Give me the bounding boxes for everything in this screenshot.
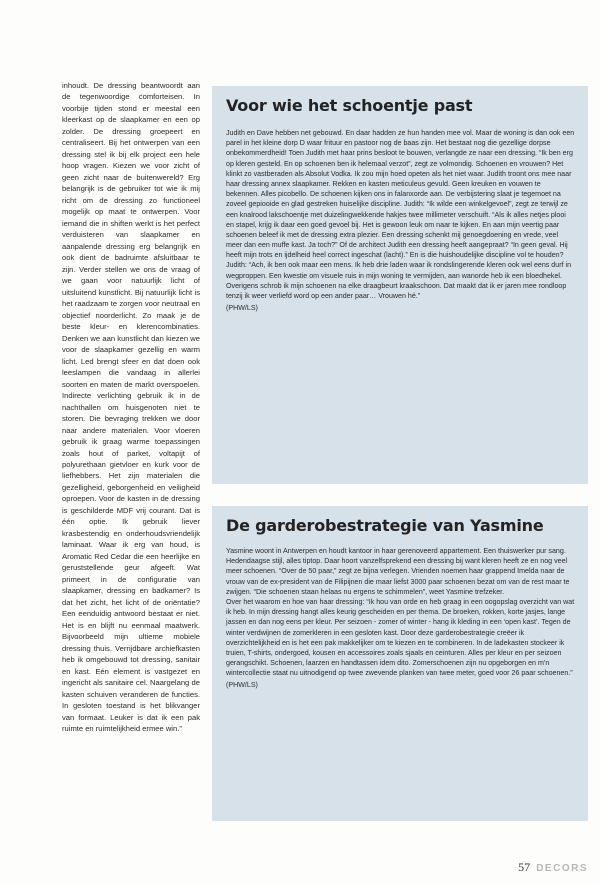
box-body-paragraph-2: Over het waarom en hoe van haar dressing: “Ik hou van orde en heb graag in een oogopslag overzicht van wat ik heb. In mijn dressing hangt alles keurig gescheiden en per thema. De broeken, rokken, korte jasjes, lange jassen en dan nog eens per kleur. Per seizoen - zomer of winter - hang ik kleding in een ‘open kast’. Tegen de winter verdwijnen de zomerkleren in een gesloten kast. Door deze garderobestrategie creëer ik overzichtelijkheid en is het een pak makkelijker om te kiezen en te combineren. In de ladekasten stockeer ik truien, T-shirts, ondergoed, kousen en accessoires zoals sjaals en ceinturen. Alles per kleur en per seizoen gerangschikt. Schoenen, laarzen en handtassen idem dito. Zomerschoenen zijn nu opgeborgen en m’n wintercollectie staat nu uitnodigend op twee zwevende planken van twee meter, goed voor 26 paar schoenen.”	[226, 597, 575, 678]
box-body: Judith en Dave hebben net gebouwd. En daar hadden ze hun handen mee vol. Maar de woning is dan ook een parel in het kleine dorp D waar frituur en pastoor nog de baas zijn. Het bestaat nog die gezellige dorpse onbekommerdheid! Toen Judith met haar prins besloot te bouwen, verlangde ze naar een dressing. “Ik ben erg op kleren gesteld. En op schoenen ben ik helemaal verzot”, zegt ze volmondig. Schoenen en vrouwen? Het klinkt zo vastberaden als Absolut Vodka. Ik zou mijn hoed opeten als het niet waar. Judith troont ons mee naar haar dressing annex slaapkamer. Rekken en kasten meticuleus gevuld. Geen kreuken en vouwen te bekennen. Alles picobello. De schoenen kijken ons in falanxorde aan. De verbijstering slaat je tegemoet na zoveel gepiooide en glad gestreken huiselijke discipline. Judith: “Ik wilde een winkelgevoel”, zegt ze terwijl ze een knalrood lakschoentje met duizelingwekkende hakjes twee millimeter verschuift. “Als ik alles netjes plooi en stapel, krijg ik daar een goed gevoel bij. Het is gewoon leuk om naar te kijken. En aan mijn veertig paar schoenen beleef ik met de dressing extra plezier. Een dressing schenkt mij genoegdoening en vrede, veel meer dan een muffe kast. Ja toch?” Of de architect Judith een dressing heeft aangepraat? “In geen geval. Hij heeft mijn trots en ijdelheid heel correct ingeschat (lacht).” En is die huishoudelijke discipline vol te houden? Judith: “Ach, ik ben ook maar een mens. Ik heb drie laden waar ik rondslingerende kleren ook wel eens durf in wegproppen. Een kwestie om visuele ruis in mijn woning te vermijden, aan wanorde heb ik een bloedhekel. Overigens schrob ik mijn schoenen na elke draagbeurt kraakschoon. Dat maakt dat ik er jaren mee rondloop tenzij ik weer verliefd word op een ander paar… Vrouwen hé.”	[226, 129, 575, 300]
page-number: 57	[518, 860, 531, 874]
magazine-section: DECORS	[536, 863, 588, 874]
sidebar-box-schoentje	[212, 86, 588, 484]
box-signature: (PHW/LS)	[226, 304, 258, 313]
page-footer	[518, 860, 588, 875]
sidebar-box-garderobestrategie	[212, 506, 588, 821]
left-column-text: inhoudt. De dressing beantwoordt aan de tegenwoordige comforteisen. In voorbije tijden stond er meestal een kleerkast op de slaapkamer en een op zolder. De dressing groepeert en centraliseert. Bij het ontwerpen van een dressing stel ik bij elk project een hele hoop vragen. Kiezen we voor zicht of geen zicht naar de buitenwereld? Erg belangrijk is de gebruiker tot wie ik mij richt om de dressing zo functioneel mogelijk op maat te ontwerpen. Voor iemand die in shiften werkt is het perfect verduisteren van slaapkamer en aanpalende dressing erg belangrijk en ook dient de badruimte afsluitbaar te zijn. Verder stellen we ons de vraag of we gaan voor natuurlijk licht of uitsluitend kunstlicht. Bij natuurlijk licht is het raadzaam te zorgen voor neutraal en objectief noorderlicht. Zo maak je de beste kleur- en klerencombinaties. Denken we aan kunstlicht dan kiezen we voor de slaapkamer gezellig en warm licht. Led brengt sfeer en dat doen ook leeslampen die vandaag in allerlei soorten en maten de markt overspoelen. Indirecte verlichting gebruik ik in de nachthallen om huisgenoten niet te storen. Die bevraging trekken we door naar andere materialen. Voor vloeren gebruik ik graag warme toepassingen zoals hout of parket, voltapijt of polyurethaan gietvloer en kurk voor de liefhebbers. Het zijn materialen die gezelligheid, geborgenheid en veiligheid oproepen. Voor de kasten in de dressing is geschilderde MDF vrij courant. Dat is één optie. Ik gebruik liever krasbestendig en onderhoudsvriendelijk laminaat. Waar ik erg van houd, is Aromatic Red Cedar die een heerlijke en geruststellende geur afgeeft. Wat primeert in de configuratie van slaapkamer, dressing en badkamer? Is dat het zicht, het licht of de oriëntatie? Een eenduidig antwoord bestaat er niet. Het is en blijft nu eenmaal maatwerk. Bijvoorbeeld mijn ultieme mobiele dressing thuis. Verrijdbare archiefkasten heb ik omgebouwd tot dressing, sanitair en kast. Eén element is vastgezet en ingericht als sanitaire cel. Naargelang de kasten schuiven veranderen de functies. In gesloten toestand is het blikvanger van formaat. Leuker is dat ik een pak ruimte en ruimtelijkheid ermee win.”	[62, 81, 200, 734]
box-body-paragraph-1: Yasmine woont in Antwerpen en houdt kantoor in haar gerenoveerd appartement. Een thuiswerker pur sang. Hedendaagse stijl, alles tiptop. Daar hoort vanzelfsprekend een dressing bij want kleren heeft ze en nog veel meer schoenen. “Over de 50 paar,” zegt ze bijna verlegen. Vrienden noemen haar grappend Imelda naar de vrouw van de ex-president van de Filipijnen die maar liefst 3000 paar schoenen bezat om van de rest maar te zwijgen. “Die schoenen staan helaas nu ergens te schimmelen”, weet Yasmine trefzeker.	[226, 547, 570, 596]
box-signature: (PHW/LS)	[226, 681, 258, 690]
box-title: De garderobestrategie van Yasmine	[226, 516, 544, 535]
box-title: Voor wie het schoentje past	[226, 96, 473, 115]
